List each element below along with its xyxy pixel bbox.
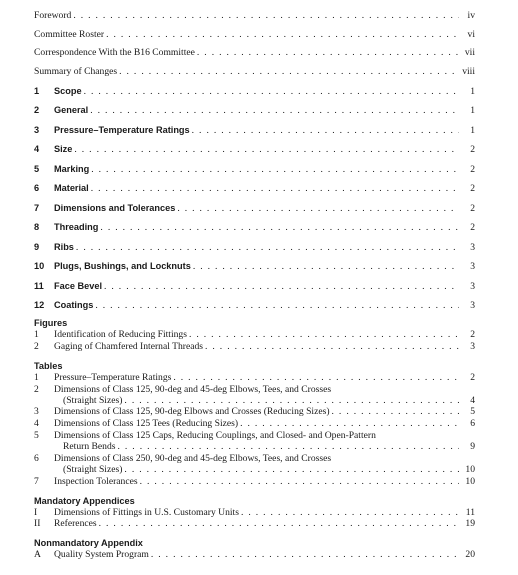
- section-page: 3: [470, 300, 475, 311]
- section-page: 2: [470, 144, 475, 155]
- dot-leader: [74, 144, 459, 155]
- table-title: Dimensions of Class 125 Tees (Reducing Sizes): [54, 418, 239, 430]
- section-page: 2: [470, 163, 475, 175]
- dot-leader: [106, 29, 459, 40]
- dot-leader: [90, 105, 459, 116]
- appendix-number: A: [34, 549, 41, 561]
- table-of-contents: [34, 10, 475, 569]
- toc-table-4[interactable]: [34, 418, 475, 429]
- toc-table-1[interactable]: [34, 372, 475, 383]
- mandatory-appendices-heading: Mandatory Appendices: [34, 495, 135, 506]
- nonmandatory-appendix-heading: Nonmandatory Appendix: [34, 538, 143, 549]
- toc-section-face-bevel[interactable]: [34, 281, 475, 292]
- dot-leader: [241, 507, 459, 518]
- toc-section-marking[interactable]: [34, 164, 475, 175]
- toc-table-6[interactable]: [34, 464, 475, 475]
- section-page: 3: [470, 280, 475, 292]
- figure-title: Identification of Reducing Fittings: [54, 329, 187, 340]
- toc-section-size[interactable]: [34, 144, 475, 155]
- toc-table-5-line-1[interactable]: [34, 430, 475, 441]
- table-number: 2: [34, 383, 39, 395]
- table-number: 3: [34, 406, 39, 418]
- toc-appendix-II[interactable]: [34, 518, 475, 529]
- dot-leader: [95, 300, 459, 311]
- tables-heading: Tables: [34, 360, 63, 371]
- section-title: Threading: [54, 222, 99, 232]
- section-page: 2: [470, 222, 475, 233]
- table-title-line-1: Dimensions of Class 125, 90-deg and 45-deg Elbows, Tees, and Crosses: [54, 383, 332, 395]
- dot-leader: [119, 66, 459, 77]
- section-page: 3: [470, 261, 475, 272]
- figures-heading: Figures: [34, 318, 68, 328]
- section-page: 2: [470, 183, 475, 194]
- toc-entry-summary-of-changes[interactable]: [34, 66, 475, 77]
- table-title-line-2: Return Bends: [63, 440, 116, 452]
- dot-leader: [76, 242, 459, 253]
- section-number: 5: [34, 163, 40, 174]
- table-title: Pressure–Temperature Ratings: [54, 371, 172, 383]
- table-title: Inspection Tolerances: [54, 475, 138, 487]
- section-title: General: [54, 105, 89, 115]
- figure-number: 1: [34, 329, 39, 340]
- table-page: 5: [470, 406, 475, 418]
- toc-table-2[interactable]: [34, 395, 475, 406]
- toc-entry-correspondence[interactable]: [34, 47, 475, 58]
- appendix-title: References: [54, 518, 97, 530]
- section-number: 2: [34, 105, 40, 115]
- section-page: 1: [470, 124, 475, 136]
- section-number: 12: [34, 300, 45, 310]
- figures-group: [34, 318, 475, 352]
- dot-leader: [151, 549, 459, 560]
- section-title: Plugs, Bushings, and Locknuts: [54, 261, 191, 271]
- section-number: 4: [34, 144, 40, 154]
- dot-leader: [205, 341, 459, 352]
- section-title: Size: [54, 144, 73, 154]
- appendix-page: 20: [465, 549, 475, 561]
- section-number: 7: [34, 202, 40, 213]
- toc-section-coatings[interactable]: [34, 300, 475, 311]
- section-number: 11: [34, 280, 44, 291]
- dot-leader: [192, 125, 459, 136]
- table-page: 6: [470, 418, 475, 430]
- table-title-line-2: (Straight Sizes): [63, 394, 123, 406]
- table-page: 2: [470, 371, 475, 383]
- dot-leader: [240, 418, 459, 429]
- table-title-line-1: Dimensions of Class 250, 90-deg and 45-deg Elbows, Tees, and Crosses: [54, 452, 332, 464]
- table-page: 9: [470, 440, 475, 452]
- toc-section-plugs-bushings[interactable]: [34, 261, 475, 272]
- appendix-page: 19: [465, 518, 475, 530]
- section-number: 3: [34, 124, 40, 135]
- table-title-line-1: Dimensions of Class 125 Caps, Reducing Couplings, and Closed- and Open-Pattern: [54, 429, 376, 441]
- dot-leader: [140, 476, 459, 487]
- dot-leader: [84, 86, 459, 97]
- nonmandatory-appendix-group: [34, 538, 475, 560]
- section-title: Material: [54, 183, 89, 193]
- toc-table-7[interactable]: [34, 476, 475, 487]
- dot-leader: [177, 203, 459, 214]
- toc-entry-page: vii: [464, 47, 475, 58]
- section-title: Pressure–Temperature Ratings: [54, 124, 190, 135]
- section-title: Scope: [54, 85, 82, 96]
- dot-leader: [73, 10, 459, 21]
- table-number: 4: [34, 418, 39, 430]
- toc-section-threading[interactable]: [34, 222, 475, 233]
- section-number: 9: [34, 241, 40, 252]
- figure-title: Gaging of Chamfered Internal Threads: [54, 340, 204, 352]
- table-title-line-2: (Straight Sizes): [63, 463, 123, 475]
- dot-leader: [193, 261, 459, 272]
- toc-entry-title: Correspondence With the B16 Committee: [34, 47, 195, 58]
- dot-leader: [99, 518, 459, 529]
- section-title: Dimensions and Tolerances: [54, 202, 176, 213]
- toc-section-scope[interactable]: [34, 86, 475, 97]
- dot-leader: [124, 395, 459, 406]
- table-page: 10: [465, 463, 475, 475]
- toc-figure-2[interactable]: [34, 341, 475, 352]
- mandatory-appendices-group: [34, 496, 475, 530]
- appendix-number: II: [34, 518, 41, 530]
- section-title: Face Bevel: [54, 280, 103, 291]
- section-number: 1: [34, 85, 40, 96]
- toc-section-ribs[interactable]: [34, 242, 475, 253]
- toc-figure-1[interactable]: [34, 329, 475, 340]
- toc-section-general[interactable]: [34, 105, 475, 116]
- toc-table-2-line-1[interactable]: [34, 384, 475, 395]
- section-page: 1: [470, 105, 475, 116]
- toc-entry-committee-roster[interactable]: [34, 29, 475, 40]
- toc-entry-page: iv: [467, 10, 475, 21]
- toc-section-dimensions-tolerances[interactable]: [34, 203, 475, 214]
- toc-entry-page: vi: [467, 28, 475, 40]
- dot-leader: [91, 164, 459, 175]
- table-page: 4: [470, 394, 475, 406]
- dot-leader: [91, 183, 459, 194]
- appendix-page: 11: [465, 506, 475, 518]
- dot-leader: [332, 406, 459, 417]
- figure-page: 3: [470, 340, 475, 352]
- dot-leader: [118, 441, 460, 452]
- table-number: 5: [34, 429, 39, 441]
- section-title: Coatings: [54, 300, 94, 310]
- toc-entry-page: viii: [462, 65, 475, 77]
- dot-leader: [189, 329, 459, 340]
- dot-leader: [100, 222, 459, 233]
- section-page: 2: [470, 202, 475, 214]
- tables-group: [34, 361, 475, 487]
- toc-appendix-A[interactable]: [34, 549, 475, 560]
- table-title: Dimensions of Class 125, 90-deg Elbows and Crosses (Reducing Sizes): [54, 406, 330, 418]
- toc-section-material[interactable]: [34, 183, 475, 194]
- appendix-title: Quality System Program: [54, 549, 149, 561]
- toc-entry-title: Summary of Changes: [34, 65, 118, 77]
- toc-entry-title: Foreword: [34, 10, 72, 21]
- dot-leader: [124, 464, 459, 475]
- dot-leader: [197, 47, 459, 58]
- toc-entry-title: Committee Roster: [34, 28, 105, 40]
- dot-leader: [104, 281, 459, 292]
- section-title: Ribs: [54, 241, 74, 252]
- dot-leader: [173, 372, 459, 383]
- section-page: 1: [470, 85, 475, 97]
- appendix-number: I: [34, 506, 38, 518]
- toc-table-3[interactable]: [34, 406, 475, 417]
- toc-section-pressure-temperature[interactable]: [34, 125, 475, 136]
- toc-table-6-line-1[interactable]: [34, 453, 475, 464]
- table-number: 6: [34, 452, 39, 464]
- table-number: 1: [34, 371, 39, 383]
- figure-page: 2: [470, 329, 475, 340]
- toc-appendix-I[interactable]: [34, 507, 475, 518]
- section-number: 10: [34, 261, 45, 271]
- toc-entry-foreword[interactable]: [34, 10, 475, 21]
- section-number: 6: [34, 183, 40, 193]
- section-title: Marking: [54, 163, 90, 174]
- toc-table-5[interactable]: [34, 441, 475, 452]
- table-page: 10: [465, 475, 475, 487]
- section-number: 8: [34, 222, 40, 232]
- figure-number: 2: [34, 340, 39, 352]
- appendix-title: Dimensions of Fittings in U.S. Customary Units: [54, 506, 239, 518]
- table-number: 7: [34, 475, 39, 487]
- section-page: 3: [470, 241, 475, 253]
